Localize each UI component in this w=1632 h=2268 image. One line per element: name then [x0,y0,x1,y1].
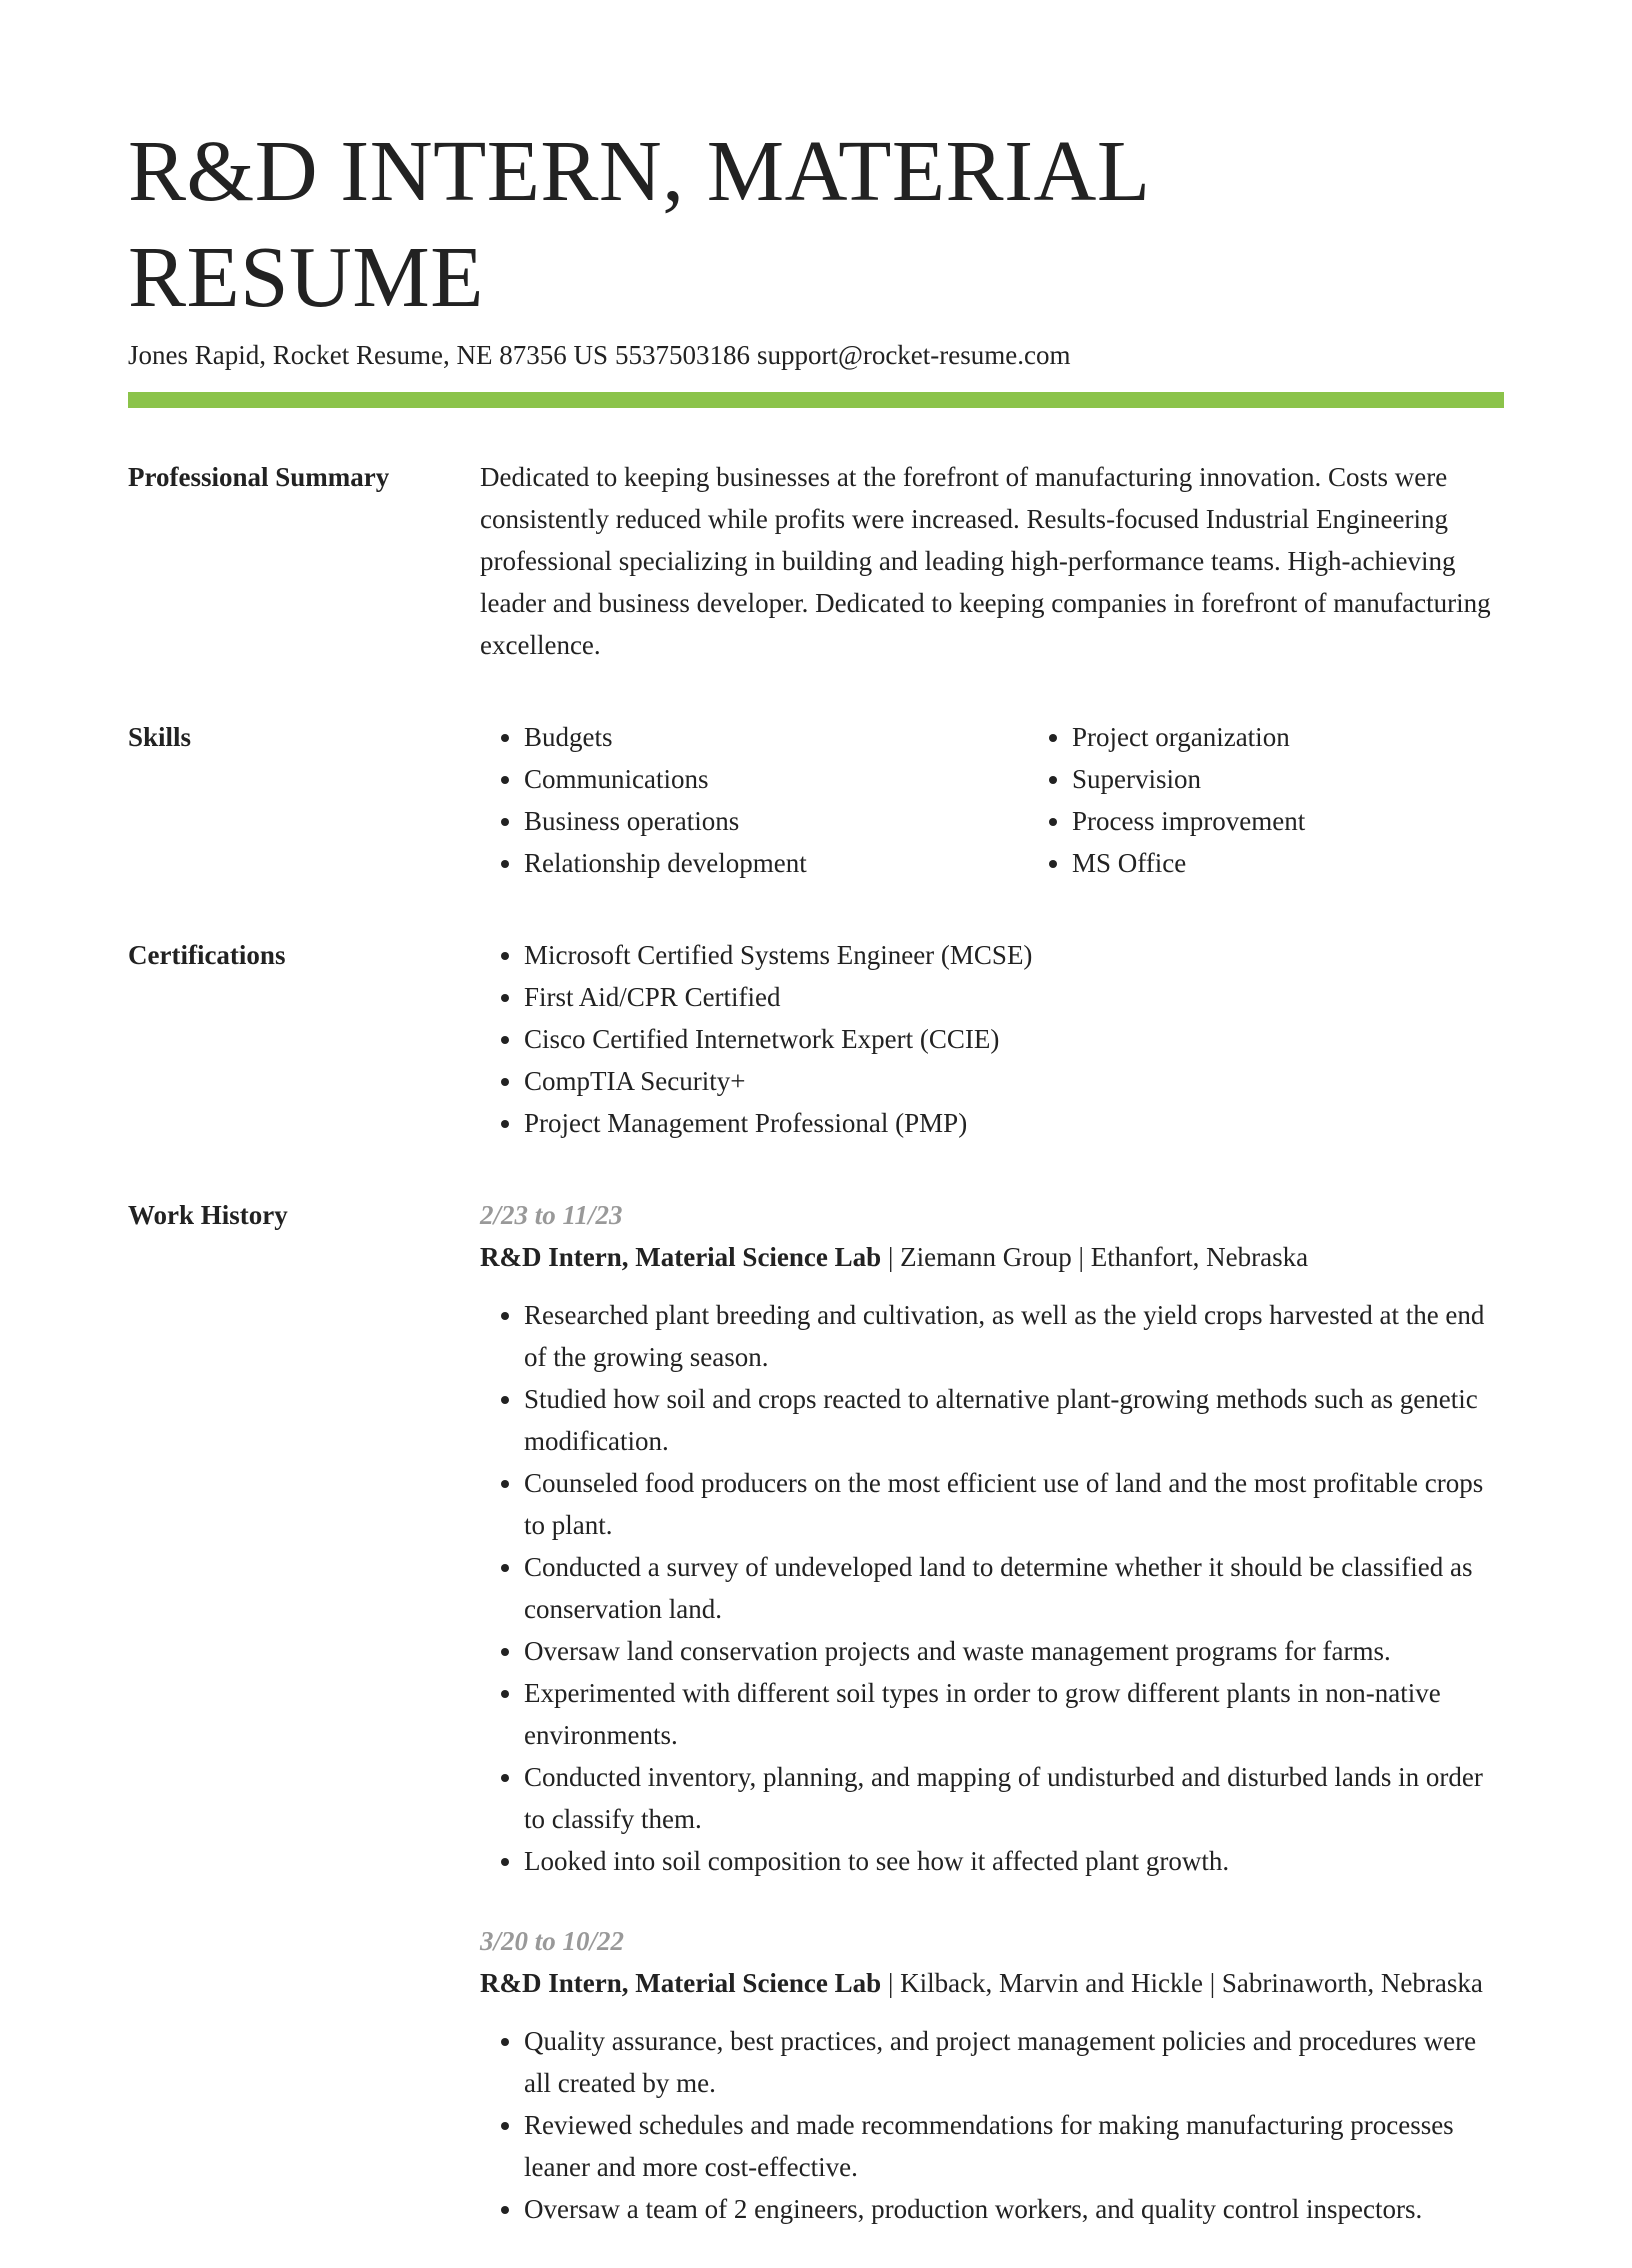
skill-item: • Business operations [524,800,1028,842]
job-details: | Ziemann Group | Ethanfort, Nebraska [881,1242,1309,1272]
skill-item: • Project organization [1072,716,1576,758]
job-bullet: • Conducted inventory, planning, and mapping of undisturbed and disturbed lands in order to classify them. [524,1756,1504,1840]
skills-column-2 [1028,716,1576,884]
certifications-label: Certifications [128,940,286,970]
certification-item: • Project Management Professional (PMP) [524,1102,1504,1144]
certification-item: • Cisco Certified Internetwork Expert (CCIE) [524,1018,1504,1060]
skill-item: • MS Office [1072,842,1576,884]
job-bullet: • Studied how soil and crops reacted to alternative plant-growing methods such as genetic modification. [524,1378,1504,1462]
certifications-section [128,934,1504,1144]
job-bullet: • Conducted a survey of undeveloped land to determine whether it should be classified as conservation land. [524,1546,1504,1630]
job-bullet: • Reviewed schedules and made recommendations for making manufacturing processes leaner and more cost-effective. [524,2104,1504,2188]
job-bullets [480,1294,1504,1882]
certifications-list [480,934,1504,1144]
work-history-section [128,1194,1504,2268]
job-title: R&D Intern, Material Science Lab [480,1968,882,1998]
job-dates: 3/20 to 10/22 [480,1926,625,1956]
job-bullet: • Oversaw land conservation projects and waste management programs for farms. [524,1630,1504,1672]
certification-item: • Microsoft Certified Systems Engineer (MCSE) [524,934,1504,976]
skills-column-1 [480,716,1028,884]
job-title-line [480,1236,1504,1278]
job-bullet: • Researched plant breeding and cultivation, as well as the yield crops harvested at the end of the growing season. [524,1294,1504,1378]
job-bullet: • Oversaw a team of 2 engineers, production workers, and quality control inspectors. [524,2188,1504,2230]
resume-title: R&D INTERN, MATERIAL RESUME [128,122,1148,325]
summary-text: Dedicated to keeping businesses at the forefront of manufacturing innovation. Costs were consistently reduced while profits were increased. Results-focused Industrial Engineering professional specializing in building and leading high-performance teams. High-achieving leader and business developer. Dedicated to keeping companies in forefront of manufacturing excellence. [480,462,1491,660]
contact-email: support@rocket-resume.com [756,340,1071,370]
certification-item: • First Aid/CPR Certified [524,976,1504,1018]
work-history-label: Work History [128,1200,288,1230]
job-entry [480,1194,1504,1882]
job-title: R&D Intern, Material Science Lab [480,1242,882,1272]
job-bullets [480,2020,1504,2230]
summary-section [128,456,1504,666]
contact-line [128,336,1504,374]
certification-item: • CompTIA Security+ [524,1060,1504,1102]
job-entry [480,1920,1504,2230]
skill-item: • Relationship development [524,842,1028,884]
header-divider [128,392,1504,408]
job-bullet: • Looked into soil composition to see how it affected plant growth. [524,1840,1504,1882]
job-dates: 2/23 to 11/23 [480,1200,623,1230]
job-title-line [480,1962,1504,2004]
job-details: | Kilback, Marvin and Hickle | Sabrinaworth, Nebraska [881,1968,1483,1998]
skill-item: • Budgets [524,716,1028,758]
contact-address: Jones Rapid, Rocket Resume, NE 87356 US [128,340,608,370]
skill-item: • Process improvement [1072,800,1576,842]
job-bullet: • Quality assurance, best practices, and project management policies and procedures were all created by me. [524,2020,1504,2104]
skills-section [128,716,1504,884]
resume-page [128,118,1504,2268]
summary-label: Professional Summary [128,462,390,492]
job-bullet: • Experimented with different soil types in order to grow different plants in non-native environments. [524,1672,1504,1756]
job-bullet: • Counseled food producers on the most efficient use of land and the most profitable crops to plant. [524,1462,1504,1546]
contact-phone: 5537503186 [614,340,750,370]
skill-item: • Supervision [1072,758,1576,800]
skill-item: • Communications [524,758,1028,800]
skills-label: Skills [128,722,192,752]
